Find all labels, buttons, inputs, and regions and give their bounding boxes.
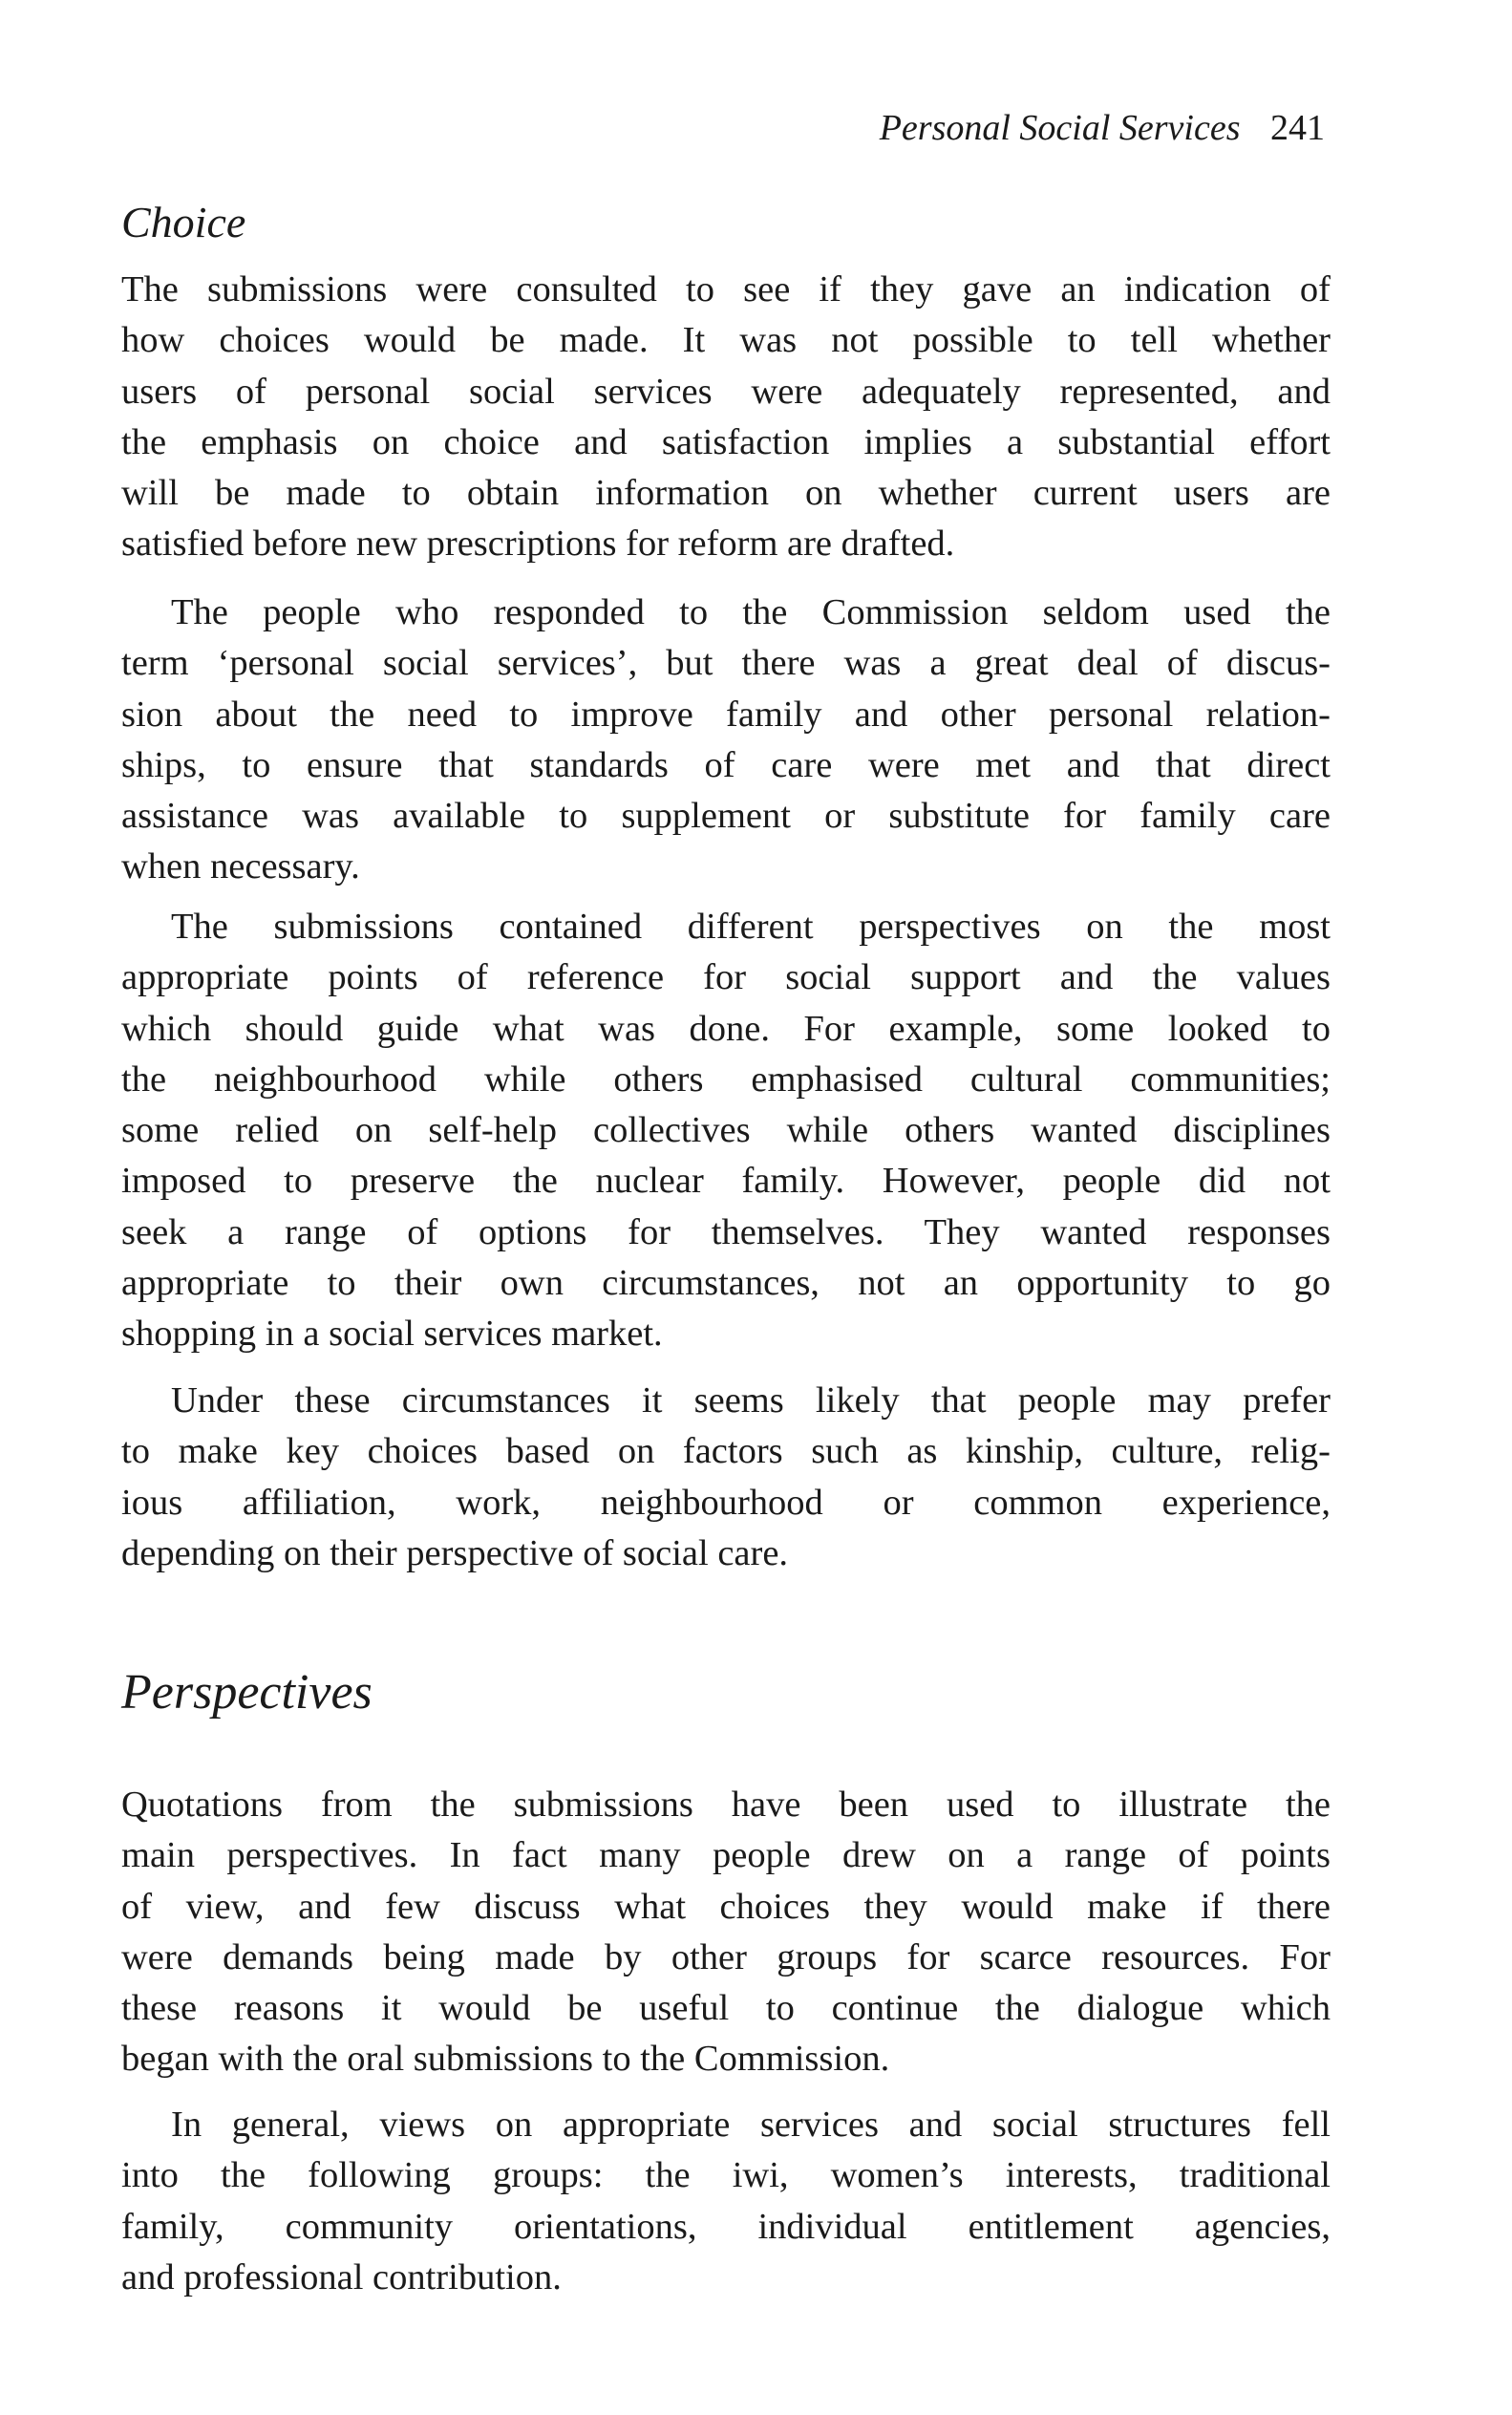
- text-line: seek a range of options for themselves. They wanted responses: [121, 1211, 1331, 1252]
- section-heading-choice: Choice: [121, 198, 246, 246]
- paragraph: [121, 2100, 1331, 2303]
- text-line: The people who responded to the Commission seldom used the: [171, 592, 1331, 632]
- text-line: into the following groups: the iwi, women’s interests, traditional: [121, 2155, 1331, 2196]
- text-line: were demands being made by other groups for scarce resources. For: [121, 1936, 1331, 1977]
- running-header: [880, 107, 1325, 149]
- text-line: Under these circumstances it seems likely that people may prefer: [171, 1380, 1331, 1421]
- text-line: term ‘personal social services’, but there was a great deal of discus-: [121, 643, 1331, 684]
- text-line: ships, to ensure that standards of care were met and that direct: [121, 744, 1331, 785]
- text-line: which should guide what was done. For example, some looked to: [121, 1008, 1331, 1049]
- section-heading-perspectives: Perspectives: [121, 1665, 373, 1720]
- text-line: to make key choices based on factors such as kinship, culture, relig-: [121, 1431, 1331, 1472]
- text-line: family, community orientations, individual entitlement agencies,: [121, 2206, 1331, 2247]
- text-line: The submissions were consulted to see if they gave an indication of: [121, 269, 1331, 310]
- text-line: when necessary.: [121, 846, 360, 887]
- text-line: users of personal social services were adequately represented, and: [121, 371, 1331, 412]
- text-line: the emphasis on choice and satisfaction implies a substantial effort: [121, 421, 1331, 462]
- text-line: appropriate to their own circumstances, not an opportunity to go: [121, 1263, 1331, 1304]
- text-line: satisfied before new prescriptions for reform are drafted.: [121, 524, 955, 565]
- text-line: how choices would be made. It was not possible to tell whether: [121, 320, 1331, 361]
- text-line: the neighbourhood while others emphasised cultural communities;: [121, 1058, 1331, 1100]
- paragraph: [121, 1780, 1331, 2085]
- paragraph: [121, 1376, 1331, 1579]
- text-line: The submissions contained different perspectives on the most: [171, 907, 1331, 947]
- text-line: will be made to obtain information on whether current users are: [121, 473, 1331, 514]
- paragraph: [121, 902, 1331, 1360]
- text-line: depending on their perspective of social care.: [121, 1532, 789, 1573]
- page-number: 241: [1270, 108, 1325, 148]
- text-line: of view, and few discuss what choices they would make if there: [121, 1886, 1331, 1927]
- text-line: main perspectives. In fact many people drew on a range of points: [121, 1835, 1331, 1876]
- paragraph: [121, 588, 1331, 893]
- running-title: Personal Social Services: [879, 108, 1241, 148]
- paragraph: [121, 265, 1331, 570]
- text-line: imposed to preserve the nuclear family. However, people did not: [121, 1161, 1331, 1202]
- text-line: sion about the need to improve family and other personal relation-: [121, 694, 1331, 735]
- text-line: ious affiliation, work, neighbourhood or common experience,: [121, 1482, 1331, 1523]
- text-line: In general, views on appropriate services and social structures fell: [171, 2105, 1331, 2145]
- text-line: began with the oral submissions to the Commission.: [121, 2039, 890, 2080]
- text-line: these reasons it would be useful to continue the dialogue which: [121, 1988, 1331, 2029]
- text-line: appropriate points of reference for social support and the values: [121, 957, 1331, 998]
- text-line: some relied on self-help collectives while others wanted disciplines: [121, 1110, 1331, 1151]
- text-line: Quotations from the submissions have been used to illustrate the: [121, 1785, 1331, 1825]
- text-line: assistance was available to supplement or substitute for family care: [121, 796, 1331, 837]
- text-line: shopping in a social services market.: [121, 1314, 663, 1355]
- text-line: and professional contribution.: [121, 2256, 562, 2297]
